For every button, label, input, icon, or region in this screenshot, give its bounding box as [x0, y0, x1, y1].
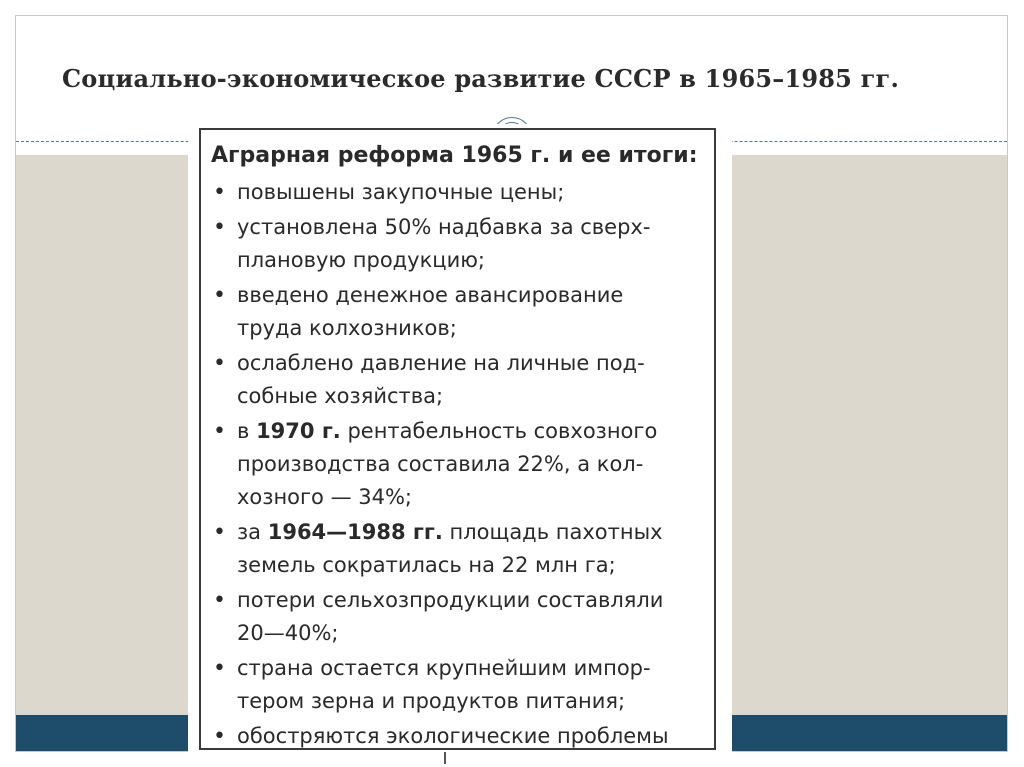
list-item-line: • потери сельхозпродукции составляли: [237, 588, 664, 612]
list-item-line: собные хозяйства;: [237, 384, 444, 408]
list-item: [211, 652, 702, 718]
list-item-line: [237, 516, 702, 549]
list-item: [211, 211, 702, 277]
list-item-line: • введено денежное авансирование: [237, 283, 624, 307]
list-item-line: труда колхозников;: [237, 316, 457, 340]
list-item-line: • повышены закупочные цены;: [237, 180, 565, 204]
list-item-line: • ослаблено давление на личные под-: [237, 351, 645, 375]
list-item-line: [237, 415, 702, 448]
box-heading: Аграрная реформа 1965 г. и ее итоги:: [211, 143, 698, 168]
list-item: [211, 176, 702, 209]
list-item-line: тером зерна и продуктов питания;: [237, 689, 626, 713]
list-item-line: • страна остается крупнейшим импор-: [237, 656, 651, 680]
list-item-line: • обостряются экологические проблемы: [237, 724, 669, 748]
list-item: [211, 584, 702, 650]
reform-results-box: [199, 128, 716, 750]
slide-title: Социально-экономическое развитие СССР в 1965–1985 гг.: [62, 64, 900, 93]
list-item-line: земель сократилась на 22 млн га;: [237, 553, 616, 577]
list-item: [211, 347, 702, 413]
list-item: [211, 279, 702, 345]
list-item-text: за: [237, 520, 268, 544]
years-bold: 1964—1988 гг.: [267, 520, 443, 544]
year-bold: 1970 г.: [256, 419, 341, 443]
list-item-line: хозного — 34%;: [237, 485, 413, 509]
results-list: [211, 176, 702, 753]
list-item-text: в: [237, 419, 257, 443]
list-item: [211, 415, 702, 514]
list-item-line: плановую продукцию;: [237, 248, 485, 272]
list-item: [211, 516, 702, 582]
bottom-tick: [444, 752, 446, 764]
list-item: [211, 720, 702, 753]
list-item-text: площадь пахотных: [442, 520, 663, 544]
list-item-text: рентабельность совхозного: [340, 419, 658, 443]
list-item-line: • установлена 50% надбавка за сверх-: [237, 215, 651, 239]
list-item-line: производства составила 22%, а кол-: [237, 452, 644, 476]
list-item-line: 20—40%;: [237, 621, 339, 645]
